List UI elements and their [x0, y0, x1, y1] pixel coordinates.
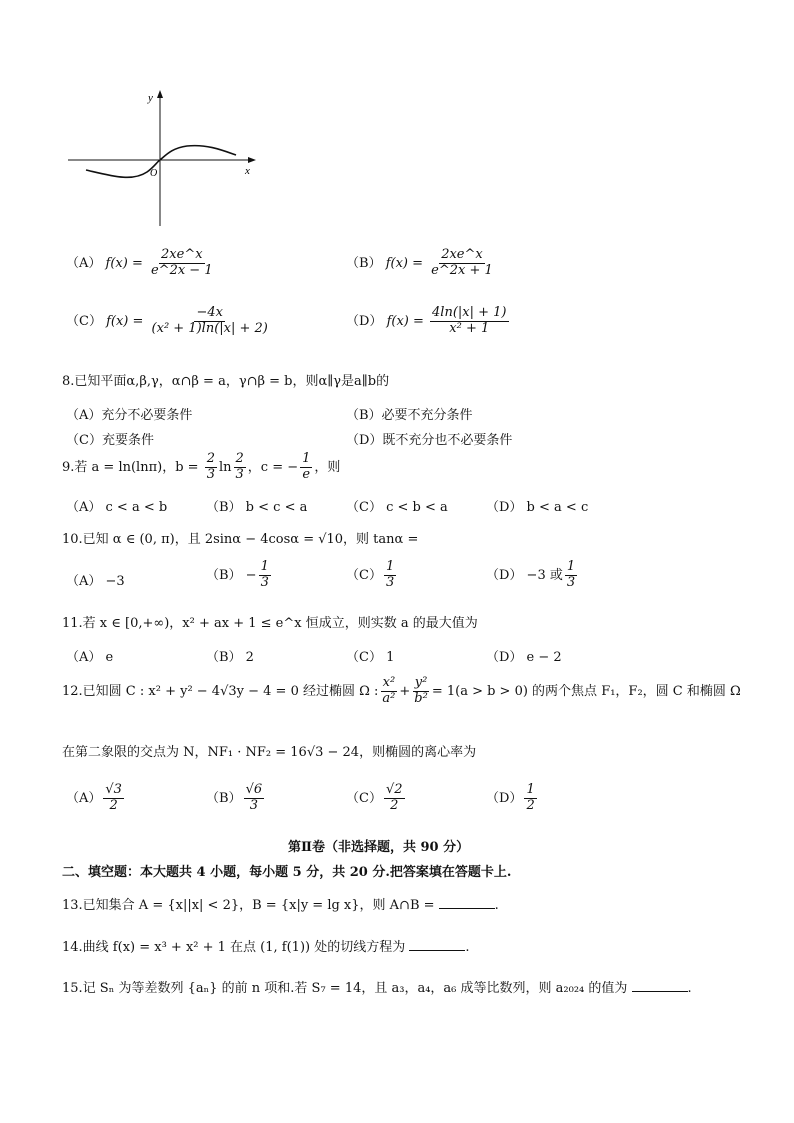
q13-stem-text: 13.已知集合 A = {x||x| < 2}，B = {x|y = lg x}，则 A∩B = [62, 898, 435, 913]
q9-frac1-num: 2 [206, 451, 215, 466]
q9-option-c: （C） c < b < a [346, 500, 448, 515]
q9-frac2-num: 2 [235, 451, 244, 466]
q8-option-a: （A）充分不必要条件 [66, 408, 193, 423]
q10-stem: 10.已知 α ∈ (0, π)，且 2sinα − 4cosα = √10，则 tanα = [62, 532, 419, 547]
q7-option-b-num: 2xe^x [441, 247, 483, 262]
q7-option-c-lhs: f(x) = [106, 313, 144, 329]
y-axis-arrow [157, 90, 163, 98]
q14-stem-text: 14.曲线 f(x) = x³ + x² + 1 在点 (1, f(1)) 处的切线方程为 [62, 940, 406, 955]
y-axis-label: y [148, 92, 153, 104]
q15-end: . [687, 981, 692, 996]
q12-option-d [486, 783, 539, 814]
q12-ellipse-num1: x² [382, 675, 396, 690]
q9-frac3-num: 1 [302, 451, 311, 466]
function-curve [86, 146, 236, 178]
q7-option-a-lhs: f(x) = [105, 255, 143, 271]
q9-mid: ln [218, 459, 232, 475]
section2-title: 二、填空题：本大题共 4 小题，每小题 5 分，共 20 分.把答案填在答题卡上. [62, 865, 512, 880]
q7-option-d-label: （D） [346, 313, 383, 329]
q10-option-a: （A） −3 [66, 574, 125, 589]
q15-stem-text: 15.记 Sₙ 为等差数列 {aₙ} 的前 n 项和.若 S₇ = 14，且 a₃，a₄，a₆ 成等比数列，则 a₂₀₂₄ 的值为 [62, 981, 628, 996]
q9-frac3-den: e [302, 466, 311, 482]
q12-option-a-label: （A） [66, 790, 102, 806]
q10-option-b-den: 3 [260, 574, 269, 590]
q9-stem-a: 9.若 a = ln(lnπ)，b = [62, 459, 199, 475]
q14-stem [62, 936, 470, 955]
q13-answer-blank[interactable] [439, 898, 495, 909]
q12-option-c-num: √2 [385, 782, 403, 797]
q7-option-d-den: x² + 1 [449, 320, 490, 336]
q10-option-c [346, 560, 398, 591]
q14-end: . [465, 940, 470, 955]
q13-end: . [494, 898, 499, 913]
q8-option-b: （B）必要不充分条件 [346, 408, 473, 423]
q7-option-d-lhs: f(x) = [386, 313, 424, 329]
q11-option-b: （B） 2 [206, 650, 254, 665]
q7-option-b-den: e^2x + 1 [431, 262, 493, 278]
q7-option-a-num: 2xe^x [161, 247, 203, 262]
q12-option-d-label: （D） [486, 790, 523, 806]
q7-option-c-label: （C） [66, 313, 102, 329]
q10-option-d-den: 3 [566, 574, 576, 590]
q11-option-c: （C） 1 [346, 650, 395, 665]
origin-label: O [150, 168, 158, 179]
q11-stem: 11.若 x ∈ [0,+∞)，x² + ax + 1 ≤ e^x 恒成立，则实数 a 的最大值为 [62, 616, 478, 631]
q7-option-c [66, 306, 272, 337]
q12-option-a [66, 783, 126, 814]
q10-option-c-label: （C） [346, 567, 382, 583]
part2-title: 第Ⅱ卷（非选择题，共 90 分） [288, 840, 470, 855]
q15-stem [62, 977, 692, 996]
q10-option-b-label: （B） − [206, 567, 257, 583]
q12-ellipse-num2: y² [414, 675, 428, 690]
q12-stem [62, 676, 741, 707]
q12-option-b-num: √6 [245, 782, 263, 797]
q7-option-a-den: e^2x − 1 [150, 262, 213, 278]
q12-option-d-num: 1 [526, 782, 535, 797]
q9-option-b: （B） b < c < a [206, 500, 308, 515]
q9-stem [62, 452, 340, 483]
x-axis-arrow [248, 157, 256, 163]
q13-stem [62, 894, 499, 913]
q10-option-b [206, 560, 273, 591]
q8-stem: 8.已知平面α,β,γ，α∩β = a，γ∩β = b，则α∥γ是a∥b的 [62, 374, 390, 389]
q12-option-c [346, 783, 407, 814]
q10-option-c-num: 1 [385, 559, 395, 574]
q7-option-c-num: −4x [196, 305, 223, 320]
q9-option-d: （D） b < a < c [486, 500, 589, 515]
q7-option-d-num: 4ln(|x| + 1) [432, 305, 507, 320]
q15-answer-blank[interactable] [632, 981, 688, 992]
q9-frac1-den: 3 [206, 466, 215, 482]
q12-ellipse-den1: a² [382, 690, 396, 706]
q12-option-c-label: （C） [346, 790, 382, 806]
function-graph [62, 86, 262, 231]
q12-stem-a: 12.已知圆 C : x² + y² − 4√3y − 4 = 0 经过椭圆 Ω : [62, 683, 379, 699]
q12-option-b [206, 783, 266, 814]
q7-option-a [66, 248, 217, 279]
q10-option-d-num: 1 [566, 559, 576, 574]
q10-option-c-den: 3 [385, 574, 395, 590]
q9-frac2-den: 3 [235, 466, 244, 482]
q7-option-b-lhs: f(x) = [385, 255, 424, 271]
q8-option-c: （C）充要条件 [66, 433, 154, 448]
q10-option-d [486, 560, 579, 591]
q7-option-d [346, 306, 511, 337]
q12-stem-b: = 1(a > b > 0) 的两个焦点 F₁，F₂，圆 C 和椭圆 Ω [431, 683, 741, 699]
q8-option-d: （D）既不充分也不必要条件 [346, 433, 513, 448]
q9-stem-end: ，则 [314, 459, 341, 475]
q11-option-d: （D） e − 2 [486, 650, 562, 665]
q11-option-a: （A） e [66, 650, 114, 665]
q12-option-a-num: √3 [105, 782, 122, 797]
q12-option-a-den: 2 [109, 797, 118, 813]
q7-option-c-den: (x² + 1)ln(|x| + 2) [151, 320, 268, 336]
q12-option-b-den: 3 [249, 797, 258, 813]
x-axis-label: x [245, 165, 250, 177]
q12-option-c-den: 2 [390, 797, 399, 813]
q12-ellipse-den2: b² [414, 690, 428, 706]
q10-option-b-num: 1 [260, 559, 269, 574]
q9-stem-c: ，c = − [247, 459, 299, 475]
q12-option-b-label: （B） [206, 790, 242, 806]
q9-option-a: （A） c < a < b [66, 500, 168, 515]
q7-option-b-label: （B） [346, 255, 382, 271]
q12-line2: 在第二象限的交点为 N，NF₁ · NF₂ = 16√3 − 24，则椭圆的离心率为 [62, 745, 477, 760]
q7-option-a-label: （A） [66, 255, 102, 271]
q14-answer-blank[interactable] [409, 940, 465, 951]
q7-option-b [346, 248, 497, 279]
q12-plus: + [399, 683, 411, 699]
q10-option-d-label: （D） −3 或 [486, 567, 563, 583]
q12-option-d-den: 2 [526, 797, 535, 813]
